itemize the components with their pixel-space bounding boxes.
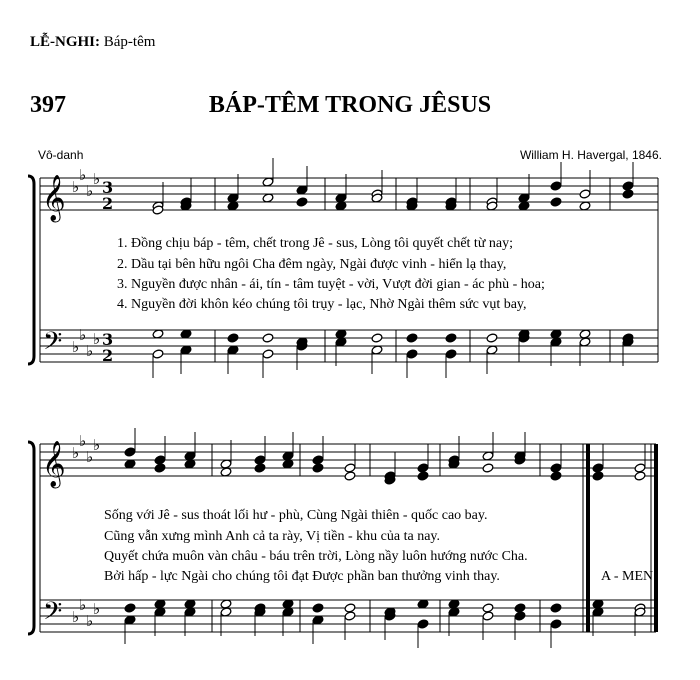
quarter-note: [312, 603, 324, 613]
treble-clef-icon: 𝄞: [42, 441, 66, 487]
quarter-note: [296, 197, 308, 207]
bass-clef-icon: 𝄢: [43, 597, 63, 632]
quarter-note: [622, 181, 634, 191]
half-note: [482, 463, 494, 473]
system2-verse-3: Quyết chứa muôn vàn châu - báu trên trời, Lòng nầy luôn hướng nước Cha.: [104, 549, 528, 564]
quarter-note: [550, 197, 562, 207]
system2-verse-2: Cũng vẫn xưng mình Anh cả ta rày, Vị tiền - khu của ta nay.: [104, 529, 440, 544]
half-note: [344, 463, 356, 473]
flat-sign: ♭: [72, 608, 80, 626]
system1-verse-4: 4. Nguyền đời khôn kéo chúng tôi trụy - lạc, Nhờ Ngài thêm sức vụt bay,: [117, 297, 527, 312]
half-note: [344, 471, 356, 481]
flat-sign: ♭: [93, 170, 101, 188]
flat-sign: ♭: [93, 436, 101, 454]
quarter-note: [550, 471, 562, 481]
quarter-note: [154, 455, 166, 465]
composer-credit: Vô-danh: [38, 148, 84, 162]
quarter-note: [550, 603, 562, 613]
time-sig-top: 3: [102, 330, 114, 349]
time-sig-top: 3: [102, 178, 114, 197]
flat-sign: ♭: [79, 326, 87, 344]
flat-sign: ♭: [86, 612, 94, 630]
flat-sign: ♭: [79, 596, 87, 614]
flat-sign: ♭: [72, 178, 80, 196]
quarter-note: [417, 619, 429, 629]
quarter-note: [550, 181, 562, 191]
amen-text: A - MEN.: [601, 569, 657, 584]
system1-verse-2: 2. Dầu tại bên hữu ngôi Cha đêm ngày, Ngài được vinh - hiển lạ thay,: [117, 257, 507, 272]
bass-clef-icon: 𝄢: [43, 327, 63, 362]
quarter-note: [406, 349, 418, 359]
lyricist-credit: William H. Havergal, 1846.: [519, 148, 662, 162]
quarter-note: [124, 447, 136, 457]
quarter-note: [592, 471, 604, 481]
flat-sign: ♭: [79, 166, 87, 184]
quarter-note: [592, 463, 604, 473]
flat-sign: ♭: [93, 600, 101, 618]
half-note: [262, 333, 274, 343]
flat-sign: ♭: [72, 338, 80, 356]
quarter-note: [514, 603, 526, 613]
quarter-note: [417, 463, 429, 473]
half-note: [344, 611, 356, 621]
half-note: [634, 463, 646, 473]
half-note: [579, 189, 591, 199]
quarter-note: [227, 333, 239, 343]
quarter-note: [154, 463, 166, 473]
quarter-note: [312, 463, 324, 473]
hymn-title: BÁP-TÊM TRONG JÊSUS: [208, 92, 492, 118]
flat-sign: ♭: [93, 330, 101, 348]
category-value: Báp-têm: [103, 34, 156, 50]
system2-verse-4: Bởi hấp - lực Ngài cho chúng tôi đạt Được phần ban thưởng vinh thay.: [104, 569, 500, 584]
system-bracket: [28, 442, 34, 634]
time-sig-bottom: 2: [102, 346, 114, 365]
quarter-note: [406, 333, 418, 343]
quarter-note: [254, 463, 266, 473]
quarter-note: [445, 333, 457, 343]
system1-verse-1: 1. Đồng chịu báp - têm, chết trong Jê - sus, Lòng tôi quyết chết từ nay;: [117, 236, 514, 251]
treble-clef-icon: 𝄞: [42, 175, 66, 221]
half-note: [371, 333, 383, 343]
half-note: [486, 333, 498, 343]
flat-sign: ♭: [86, 448, 94, 466]
time-sig-bottom: 2: [102, 194, 114, 213]
flat-sign: ♭: [72, 444, 80, 462]
quarter-note: [550, 619, 562, 629]
flat-sign: ♭: [79, 432, 87, 450]
half-note: [634, 471, 646, 481]
system1-verse-3: 3. Nguyền được nhân - ái, tín - tâm tuyệt - vời, Vượt đời gian - ác phù - hoa;: [117, 277, 545, 292]
flat-sign: ♭: [86, 182, 94, 200]
half-note: [152, 349, 164, 359]
system-bracket: [28, 176, 34, 364]
half-note: [482, 611, 494, 621]
quarter-note: [550, 463, 562, 473]
flat-sign: ♭: [86, 342, 94, 360]
half-note: [482, 603, 494, 613]
half-note: [262, 349, 274, 359]
quarter-note: [254, 455, 266, 465]
quarter-note: [622, 189, 634, 199]
quarter-note: [417, 471, 429, 481]
quarter-note: [312, 455, 324, 465]
system2-verse-1: Sống với Jê - sus thoát lối hư - phù, Cùng Ngài thiên - quốc cao bay.: [104, 508, 488, 523]
category-label: LỄ-NGHI:: [30, 34, 101, 50]
hymn-number: 397: [30, 92, 66, 118]
quarter-note: [445, 349, 457, 359]
quarter-note: [124, 603, 136, 613]
half-note: [344, 603, 356, 613]
quarter-note: [514, 611, 526, 621]
